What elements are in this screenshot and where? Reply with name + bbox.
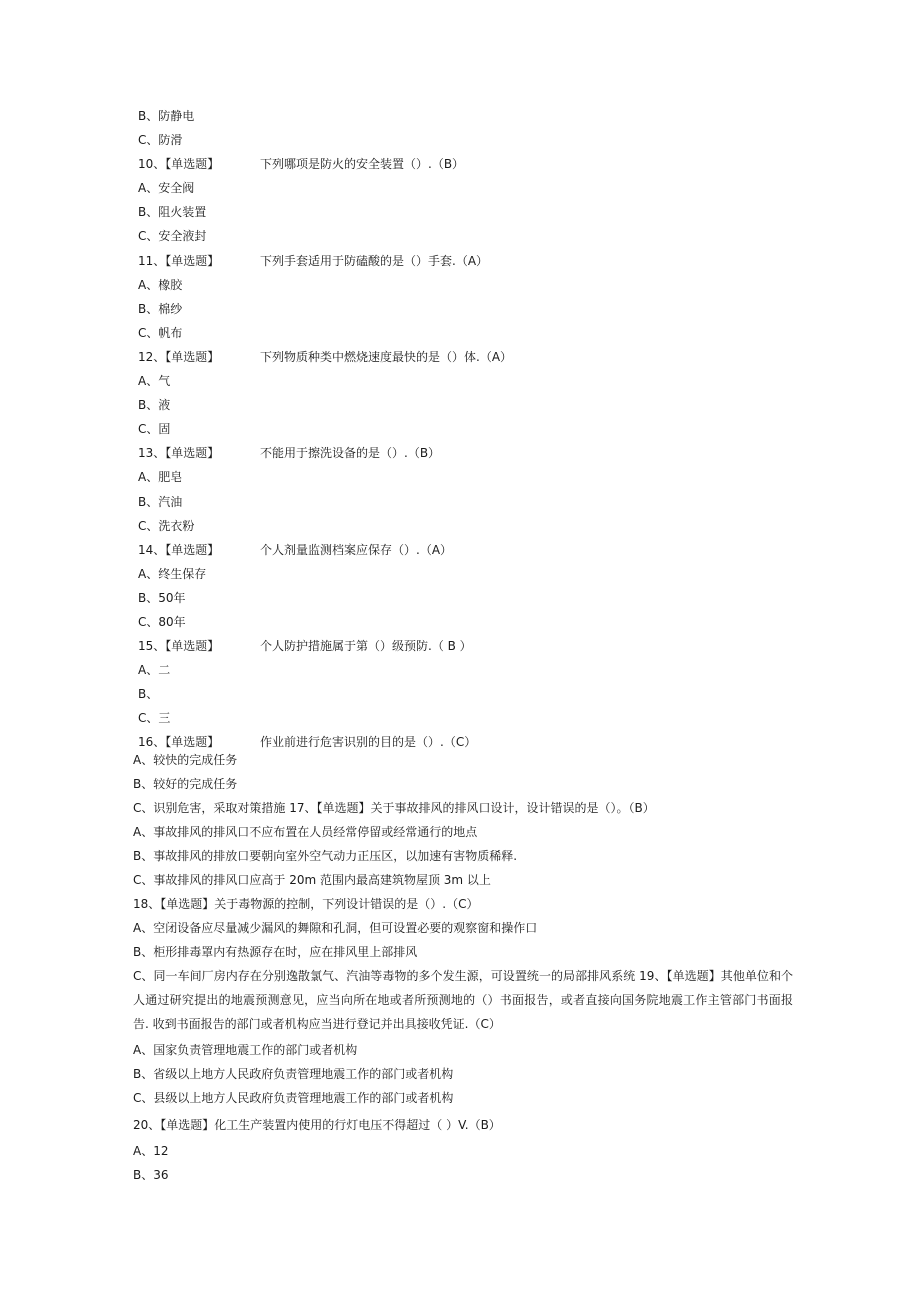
option-line: C、安全液封	[138, 229, 207, 243]
question-number: 11、【单选题】	[138, 254, 220, 268]
option-line: C、防滑	[138, 133, 183, 147]
question-line: 18、【单选题】关于毒物源的控制，下列设计错误的是（）.（C）	[133, 897, 479, 911]
option-line: C、事故排风的排风口应高于 20m 范围内最高建筑物屋顶 3m 以上	[133, 873, 491, 887]
question-stem: 个人剂量监测档案应保存（）.（A）	[260, 543, 453, 557]
option-line: B、液	[138, 398, 171, 412]
option-line: B、事故排风的排放口要朝向室外空气动力正压区，以加速有害物质稀释.	[133, 849, 518, 863]
option-line: B、防静电	[138, 109, 195, 123]
option-line: C、80年	[138, 615, 186, 629]
option-line: C、固	[138, 422, 171, 436]
question-stem: 下列物质种类中燃烧速度最快的是（）体.（A）	[260, 350, 513, 364]
option-line: B、棉纱	[138, 302, 183, 316]
question-line	[138, 445, 441, 461]
question-number: 10、【单选题】	[138, 157, 220, 171]
option-line: A、安全阀	[138, 181, 195, 195]
question-number: 14、【单选题】	[138, 543, 220, 557]
option-line: C、三	[138, 711, 171, 725]
question-stem: 作业前进行危害识别的目的是（）.（C）	[260, 735, 477, 749]
option-line: A、二	[138, 663, 171, 677]
question-stem: 下列哪项是防火的安全装置（）.（B）	[260, 157, 465, 171]
question-line	[138, 349, 513, 365]
option-line: A、事故排风的排风口不应布置在人员经常停留或经常通行的地点	[133, 825, 478, 839]
option-line: C、识别危害，采取对策措施 17、【单选题】关于事故排风的排风口设计，设计错误的是（）。（B）	[133, 801, 655, 815]
question-line	[138, 638, 472, 654]
option-line: C、帆布	[138, 326, 183, 340]
question-line	[138, 253, 489, 269]
question-line	[138, 734, 477, 750]
option-line: C、洗衣粉	[138, 519, 195, 533]
option-line: B、	[138, 687, 159, 701]
option-line: B、阻火装置	[138, 205, 207, 219]
question-line	[138, 542, 453, 558]
option-line: A、空闭设备应尽量减少漏风的舞隙和孔洞，但可设置必要的观察窗和操作口	[133, 921, 538, 935]
question-line: 20、【单选题】化工生产装置内使用的行灯电压不得超过（ ）V.（B）	[133, 1118, 501, 1132]
option-line: C、县级以上地方人民政府负责管理地震工作的部门或者机构	[133, 1091, 454, 1105]
option-line: A、终生保存	[138, 567, 207, 581]
question-stem: 个人防护措施属于第（）级预防.（ B ）	[260, 639, 472, 653]
question-number: 13、【单选题】	[138, 446, 220, 460]
option-line: A、气	[138, 374, 171, 388]
option-line: A、国家负责管理地震工作的部门或者机构	[133, 1043, 358, 1057]
question-stem: 不能用于擦洗设备的是（）.（B）	[260, 446, 441, 460]
option-line: B、柜形排毒罩内有热源存在时，应在排风里上部排风	[133, 945, 418, 959]
option-line: A、较快的完成任务	[133, 753, 238, 767]
question-number: 15、【单选题】	[138, 639, 220, 653]
option-line: B、汽油	[138, 495, 183, 509]
question-number: 16、【单选题】	[138, 735, 220, 749]
question-line	[138, 156, 465, 172]
question-number: 12、【单选题】	[138, 350, 220, 364]
option-line: A、橡胶	[138, 278, 183, 292]
option-line: B、50年	[138, 591, 186, 605]
option-line: B、较好的完成任务	[133, 777, 238, 791]
option-line: A、肥皂	[138, 470, 183, 484]
option-line: A、12	[133, 1144, 169, 1158]
option-line: B、36	[133, 1168, 169, 1182]
option-paragraph: C、同一车间厂房内存在分别逸散氯气、汽油等毒物的多个发生源，可设置统一的局部排风系统 19、【单选题】其他单位和个人通过研究提出的地震预测意见，应当向所在地或者所预测地的（）书面报告，或者直接向国务院地震工作主管部门书面报告. 收到书面报告的部门或者机构应当进行登记并出具接收凭证.（C）	[133, 969, 793, 1031]
question-stem: 下列手套适用于防磕酸的是（）手套.（A）	[260, 254, 489, 268]
option-line: B、省级以上地方人民政府负责管理地震工作的部门或者机构	[133, 1067, 454, 1081]
